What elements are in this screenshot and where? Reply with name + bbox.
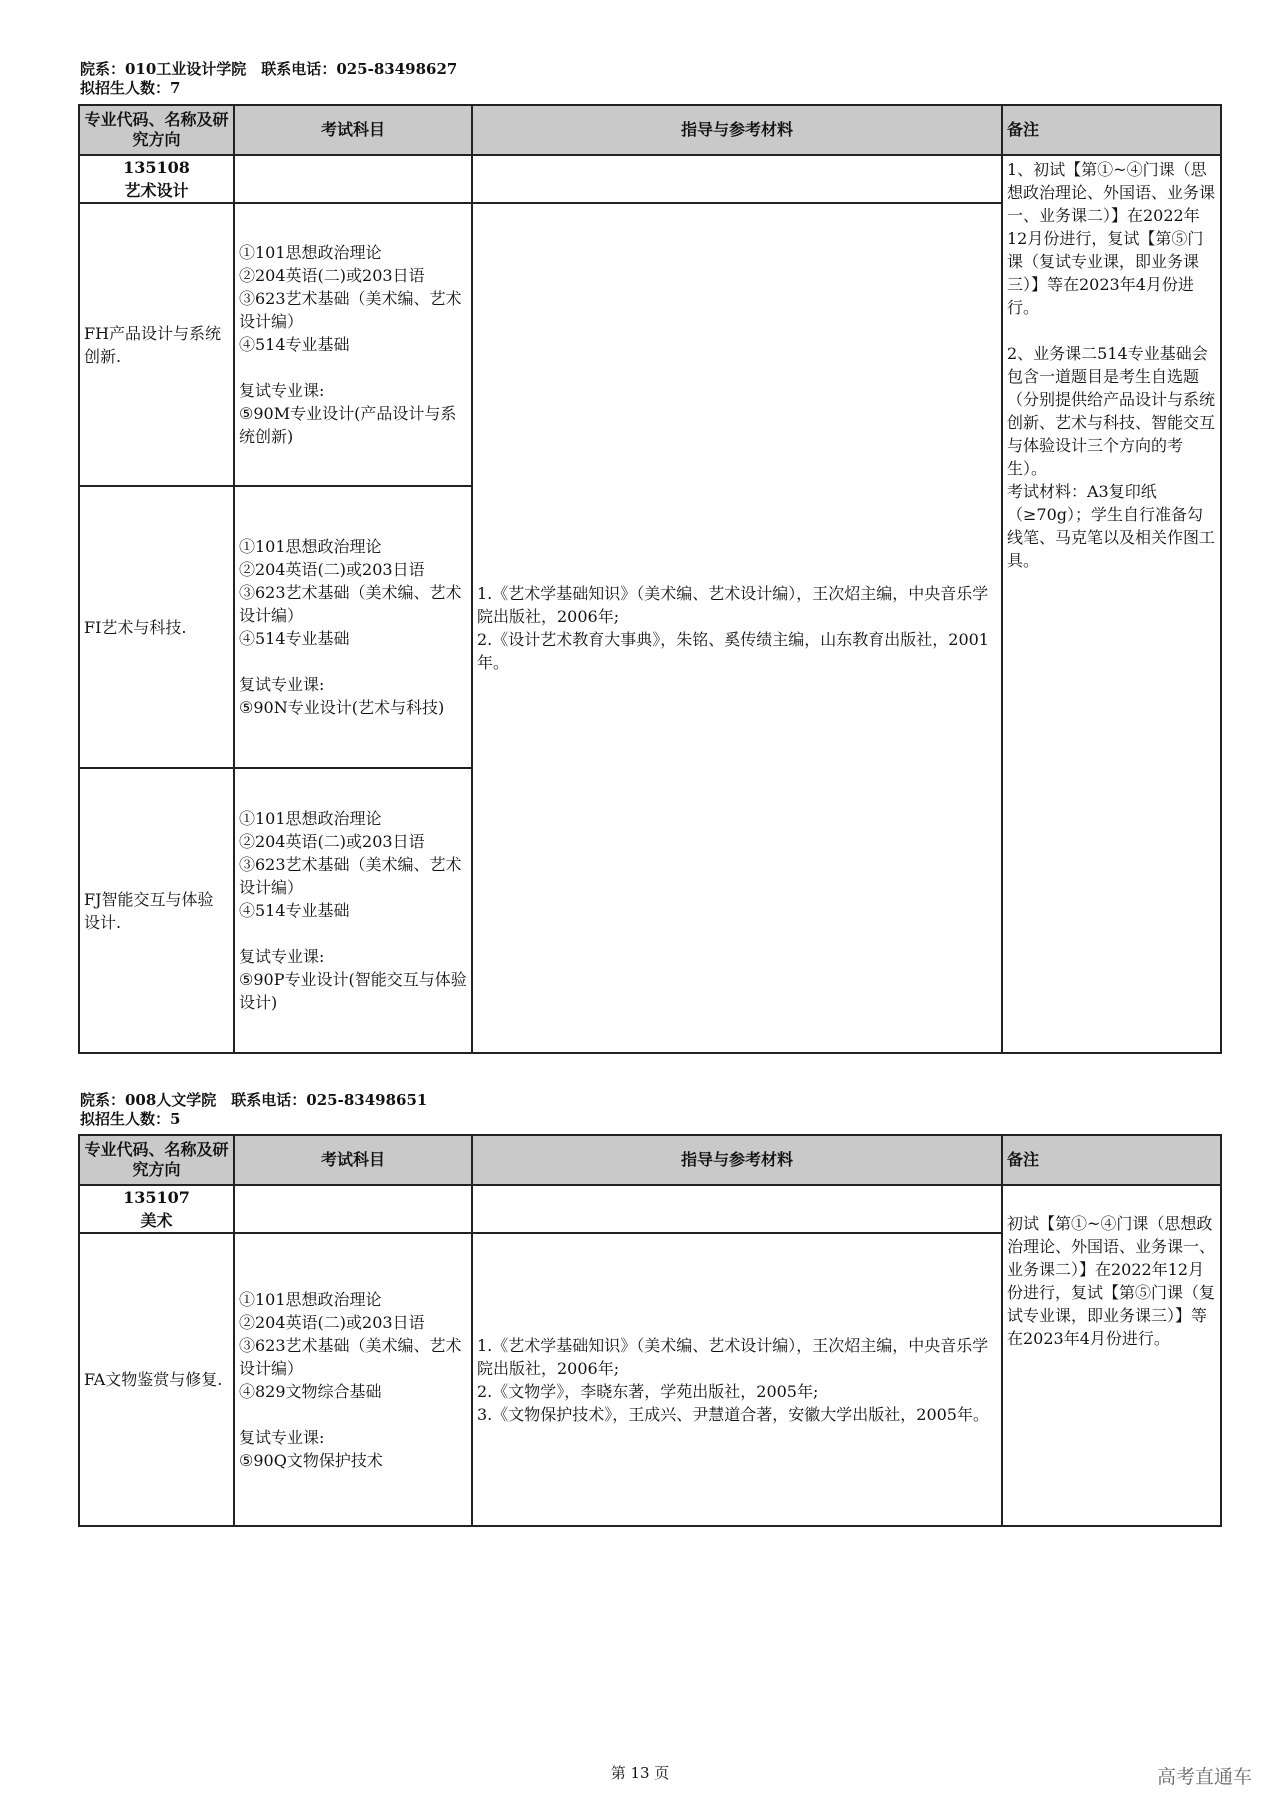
direction-name: FI艺术与科技.	[79, 486, 234, 768]
subject-line: ①101思想政治理论	[239, 243, 382, 262]
enrollment-count: 拟招生人数：7	[80, 79, 181, 97]
subject-line: ⑤90N专业设计(艺术与科技)	[239, 698, 445, 717]
table-header-row	[79, 105, 1221, 155]
major-code: 135108	[123, 158, 190, 177]
subject-line: ②204英语(二)或203日语	[239, 1312, 425, 1332]
references-cell	[472, 203, 1002, 1053]
major-name: 艺术设计	[124, 181, 189, 200]
subject-line: ②204英语(二)或203日语	[239, 832, 425, 851]
column-header: 考试科目	[234, 105, 472, 155]
subject-line: ③623艺术基础（美术编、艺术设计编）	[239, 289, 462, 331]
subject-line: ④514专业基础	[239, 335, 350, 354]
reference-item: 1.《艺术学基础知识》（美术编、艺术设计编），王次炤主编，中央音乐学院出版社，2006年;	[477, 1335, 989, 1378]
subject-line: 复试专业课:	[239, 947, 325, 966]
empty-cell	[234, 1185, 472, 1233]
note-line: 2、业务课二514专业基础会包含一道题目是考生自选题（分别提供给产品设计与系统创新、艺术与科技、智能交互与体验设计三个方向的考生）。	[1007, 344, 1216, 478]
note-line	[1007, 319, 1216, 342]
major-cell	[79, 155, 234, 203]
section-2-header	[80, 1091, 427, 1129]
subjects-cell	[234, 203, 472, 486]
subject-line: ④514专业基础	[239, 901, 350, 920]
subject-line: ⑤90P专业设计(智能交互与体验设计)	[239, 970, 467, 1012]
section-1-header	[80, 60, 457, 98]
major-name: 美术	[140, 1211, 173, 1230]
note-line: 初试【第①~④门课（思想政治理论、外国语、业务课一、业务课二）】在2022年12月份进行，复试【第⑤门课（复试专业课，即业务课三）】等在2023年4月份进行。	[1007, 1214, 1216, 1348]
subject-line: ③623艺术基础（美术编、艺术设计编）	[239, 583, 462, 625]
reference-item: 2.《设计艺术教育大事典》，朱铭、奚传绩主编，山东教育出版社，2001年。	[477, 630, 989, 672]
department-contact: 院系：010工业设计学院 联系电话：025-83498627	[80, 60, 458, 78]
subjects-cell	[234, 486, 472, 768]
empty-cell	[472, 1185, 1002, 1233]
column-header: 指导与参考材料	[472, 105, 1002, 155]
column-header: 指导与参考材料	[472, 1135, 1002, 1185]
subject-line: ①101思想政治理论	[239, 809, 382, 828]
watermark: 高考直通车	[1156, 1766, 1252, 1788]
subject-line: ①101思想政治理论	[239, 537, 382, 556]
subjects-cell	[234, 768, 472, 1053]
department-contact: 院系：008人文学院 联系电话：025-83498651	[80, 1091, 428, 1109]
subject-line: ③623艺术基础（美术编、艺术设计编）	[239, 1335, 462, 1378]
direction-name: FA文物鉴赏与修复.	[79, 1233, 234, 1526]
subject-line: ②204英语(二)或203日语	[239, 266, 425, 285]
section-2-table	[78, 1134, 1222, 1527]
note-line: 考试材料：A3复印纸（≥70g）；学生自行准备勾线笔、马克笔以及相关作图工具。	[1007, 482, 1216, 570]
column-header: 专业代码、名称及研究方向	[79, 105, 234, 155]
major-row	[79, 155, 1221, 203]
reference-item: 2.《文物学》，李晓东著，学苑出版社，2005年;	[477, 1381, 819, 1401]
enrollment-count: 拟招生人数：5	[80, 1110, 181, 1128]
section-1-table	[78, 104, 1222, 1054]
notes-cell	[1002, 155, 1221, 1053]
references-cell	[472, 1233, 1002, 1526]
subject-line	[239, 356, 467, 379]
column-header: 备注	[1002, 105, 1221, 155]
subject-line	[239, 922, 467, 945]
column-header: 专业代码、名称及研究方向	[79, 1135, 234, 1185]
subject-line: 复试专业课:	[239, 381, 325, 400]
column-header: 备注	[1002, 1135, 1221, 1185]
subject-line: ⑤90Q文物保护技术	[239, 1450, 383, 1470]
subjects-cell	[234, 1233, 472, 1526]
direction-name: FH产品设计与系统创新.	[79, 203, 234, 486]
major-row	[79, 1185, 1221, 1233]
empty-cell	[234, 155, 472, 203]
subject-line: ⑤90M专业设计(产品设计与系统创新)	[239, 404, 457, 446]
page-number: 第 13 页	[610, 1764, 670, 1782]
empty-cell	[472, 155, 1002, 203]
subject-line: ④829文物综合基础	[239, 1381, 382, 1401]
major-cell	[79, 1185, 234, 1233]
reference-item: 3.《文物保护技术》，王成兴、尹慧道合著，安徽大学出版社，2005年。	[477, 1404, 989, 1424]
subject-line: ③623艺术基础（美术编、艺术设计编）	[239, 855, 462, 897]
subject-line: 复试专业课:	[239, 1427, 325, 1447]
subject-line: ②204英语(二)或203日语	[239, 560, 425, 579]
subject-line	[239, 1403, 467, 1426]
note-line: 1、初试【第①~④门课（思想政治理论、外国语、业务课一、业务课二）】在2022年12月份进行，复试【第⑤门课（复试专业课，即业务课三）】等在2023年4月份进行。	[1007, 160, 1216, 317]
major-code: 135107	[123, 1188, 190, 1207]
notes-cell	[1002, 1185, 1221, 1526]
reference-item: 1.《艺术学基础知识》（美术编、艺术设计编），王次炤主编，中央音乐学院出版社，2006年;	[477, 584, 989, 626]
subject-line: ①101思想政治理论	[239, 1289, 382, 1309]
table-header-row	[79, 1135, 1221, 1185]
subject-line: 复试专业课:	[239, 675, 325, 694]
subject-line	[239, 650, 467, 673]
column-header: 考试科目	[234, 1135, 472, 1185]
direction-name: FJ智能交互与体验设计.	[79, 768, 234, 1053]
subject-line: ④514专业基础	[239, 629, 350, 648]
